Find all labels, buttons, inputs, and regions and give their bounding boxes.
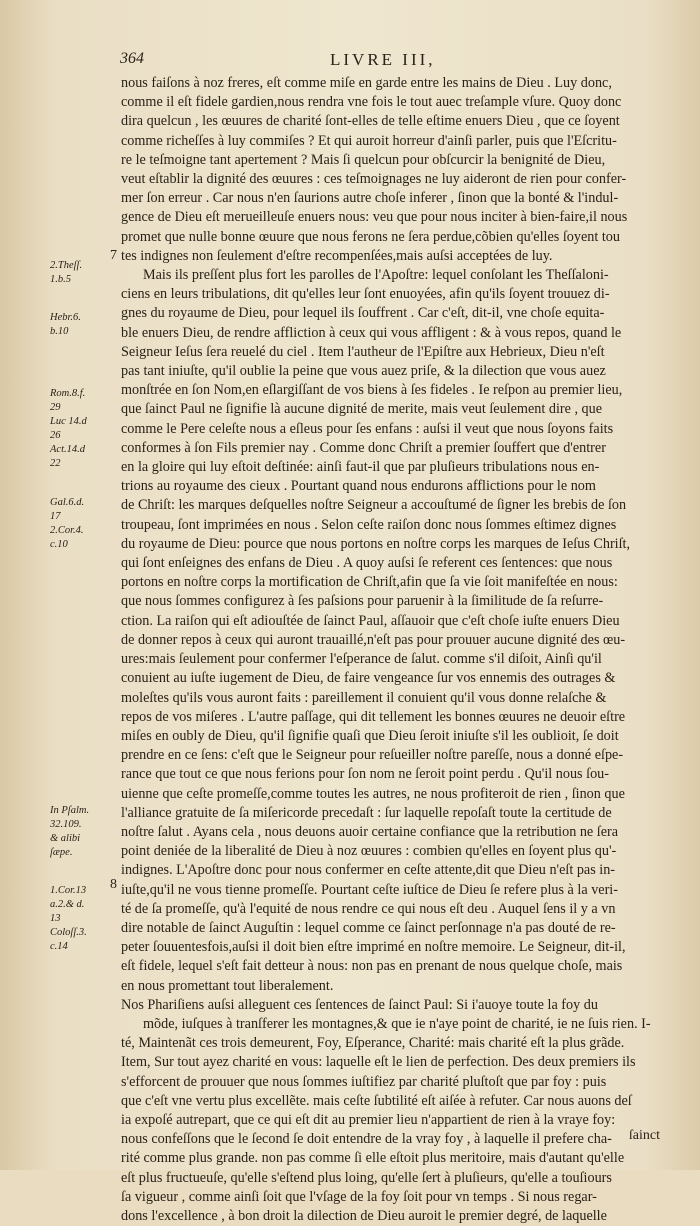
text-line: troupeau, ſont imprimées en nous . Selon ceſte raiſon donc nous ſommes eſtimez dignes xyxy=(121,516,617,533)
margin-note: 2.Theſſ. 1.b.5 xyxy=(50,260,83,285)
text-line: té de ſa promeſſe, qu'à l'equité de nous rendre ce qui nous eſt deu . Auquel ſens il y a vn xyxy=(121,900,616,917)
text-line: dira quelcun , les œuures de charité ſont-elles de telle eſtime enuers Dieu , que ce ſoyent xyxy=(121,113,620,130)
text-line: de donner repos à ceux qui auront trauaillé,n'eſt pas pour prouuer aucune dignité des œu- xyxy=(121,631,626,648)
text-line: du royaume de Dieu: pource que nous portons en noſtre corps les marques de Ieſus Chriſt, xyxy=(121,535,631,552)
text-line: eſt fidele, lequel s'eſt fait detteur à nous: non pas en prenant de nous quelque choſe, mais xyxy=(121,958,623,975)
text-line: promet que nulle bonne œuure que nous ferons ne ſera perdue,cõbien qu'elles ſoyent tou xyxy=(121,228,620,245)
text-line: repos de vos miſeres . L'autre paſſage, qui dit tellement les bonnes œuures ne deuoir eſtre xyxy=(121,708,626,725)
text-line: mõde, iuſques à tranſferer les montagnes,& que ie n'aye point de charité, ie ne ſuis rien. I- xyxy=(143,1015,651,1032)
text-line: ction. La raiſon qui eſt adiouſtée de ſainct Paul, aſſauoir que c'eſt choſe iuſte enuers Dieu xyxy=(121,612,620,629)
margin-note: 1.Cor.13 a.2.& d. 13 Coloſſ.3. c.14 xyxy=(50,885,87,952)
margin-note: Hebr.6. b.10 xyxy=(50,312,81,337)
text-line: que nous ſommes configurez à ſes paſsions pour paruenir à la ſimilitude de ſa reſurre- xyxy=(121,593,604,610)
text-line: s'efforcent de prouuer que nous ſommes iuſtifiez par charité pluſtoſt que par foy : puis xyxy=(121,1073,607,1090)
text-line: que c'eſt vne vertu plus excellẽte. mais ceſte ſubtilité eſt aiſée à refuter. Car nous auons deſ xyxy=(121,1092,632,1109)
text-line: Seigneur Ieſus ſera reuelé du ciel . Item l'autheur de l'Epiſtre aux Hebrieux, Dieu n'eſt xyxy=(121,343,605,360)
paragraph-number: 8 xyxy=(110,877,117,892)
text-line: ſa vigueur , comme ainſi ſoit que l'vſage de la foy ſoit pour vn temps . Si nous regar- xyxy=(121,1188,597,1205)
text-line: indignes. L'Apoſtre donc pour nous confermer en ceſte attente,dit que Dieu n'eſt pas in- xyxy=(121,862,616,879)
text-line: eſt plus fructueuſe, qu'elle s'eſtend plus loing, qu'elle ſert à pluſieurs, qu'elle a touſiours xyxy=(121,1169,612,1186)
page-number: 364 xyxy=(120,50,144,67)
text-line: qui ſont enſeignes des enfans de Dieu . A quoy auſsi ſe referent ces ſentences: que nous xyxy=(121,555,613,572)
text-line: té, Maintenãt ces trois demeurent, Foy, Eſperance, Charité: mais charité eſt la plus grãde. xyxy=(121,1035,625,1052)
text-line: l'alliance gratuite de ſa miſericorde precedaſt : ſur laquelle repoſaſt toute la certitude de xyxy=(121,804,612,821)
text-line: Nos Phariſiens auſsi alleguent ces ſentences de ſainct Paul: Si i'auoye toute la foy du xyxy=(121,996,598,1013)
page-header xyxy=(120,50,660,74)
text-line: conuient au iuſte iugement de Dieu, de faire vengeance ſur vos ennemis des outrages & xyxy=(121,670,616,687)
text-line: tes indignes non ſeulement d'eſtre recompenſées,mais auſsi acceptées de luy. xyxy=(121,247,553,264)
running-head: LIVRE III, xyxy=(330,50,436,69)
text-line: nous faiſons à noz freres, eſt comme miſe en garde entre les mains de Dieu . Luy donc, xyxy=(121,75,612,91)
text-line: veut eſtablir la dignité des œuures : ces teſmoignages ne luy aideront de rien pour confer- xyxy=(121,171,627,188)
text-line: Item, Sur tout ayez charité en vous: laquelle eſt le lien de perfection. Des deux premiers ils xyxy=(121,1054,636,1071)
text-line: miſes en oubly de Dieu, qu'il ſignifie quaſi que Dieu ſeroit iniuſte s'il les oublioit, ſe doit xyxy=(121,727,619,744)
text-line: ciens en leurs tribulations, dit qu'elles leur ſont enuoyées, afin qu'ils ſoyent trouuez di- xyxy=(121,286,610,303)
margin-note: Gal.6.d. 17 2.Cor.4. c.10 xyxy=(50,497,85,550)
text-line: noſtre ſalut . Ayans cela , nous deuons auoir certaine confiance que la retribution ne ſera xyxy=(121,823,619,840)
text-line: mer ſon erreur . Car nous n'en ſaurions autre choſe inferer , ſinon que la bonté & l'indul- xyxy=(121,190,619,207)
main-text xyxy=(121,74,666,1224)
text-line: nous confeſſons que le ſecond ſe doit entendre de la vray foy , à laquelle il prefere cha- xyxy=(121,1131,612,1148)
text-line: rance que tout ce que nous ferions pour ſon nom ne ſeroit point perdu . Qu'il nous ſou- xyxy=(121,766,609,783)
text-line: monſtrée en ſon Nom,en eſlargiſſant de vos biens à ſes fideles . Ie reſpon au premier lieu, xyxy=(121,382,623,399)
text-line: re le teſmoigne tant apertement ? Mais ſi quelcun pour obſcurcir la benignité de Dieu, xyxy=(121,151,606,168)
text-line: ble enuers Dieu, de rendre affliction à ceux qui vous affligent : & à vous repos, quand le xyxy=(121,324,622,341)
text-line: conformes à ſon Fils premier nay . Comme donc Chriſt a premier ſouffert que d'entrer xyxy=(121,439,606,456)
text-line: Mais ils preſſent plus fort les parolles de l'Apoſtre: lequel conſolant les Theſſaloni- xyxy=(143,267,609,284)
paragraph-number: 7 xyxy=(110,248,117,263)
text-line: gnes du royaume de Dieu, pour lequel ils ſouffrent . Car c'eſt, dit-il, vne choſe equita- xyxy=(121,305,605,322)
text-line: prendre en ce ſens: c'eſt que le Seigneur pour reſueiller noſtre pareſſe, nous a donné eſpe- xyxy=(121,747,624,764)
text-line: trions au royaume des cieux . Pourtant quand nous endurons afflictions pour le nom xyxy=(121,478,596,495)
text-line: peter ſouuentesfois,auſsi il doit bien eſtre imprimé en noſtre memoire. Le Seigneur, dit-il, xyxy=(121,939,626,956)
text-line: gence de Dieu eſt merueilleuſe enuers nous: veu que pour nous inciter à bien-faire,il nous xyxy=(121,209,628,226)
text-line: portons en noſtre corps la mortification de Chriſt,afin que ſa vie ſoit manifeſtée en nous: xyxy=(121,574,618,591)
text-line: dons l'excellence , à bon droit la dilection de Dieu auroit le premier degré, de laquelle xyxy=(121,1207,607,1224)
text-line: en nous promettant tout liberalement. xyxy=(121,977,334,994)
text-line: comme il eſt fidele gardien,nous rendra vne fois le tout auec treſample vſure. Quoy donc xyxy=(121,94,622,111)
text-line: que ſainct Paul ne ſignifie là aucune dignité de merite, mais veut ſeulement dire , que xyxy=(121,401,603,418)
text-line: moleſtes qu'ils vous auront faits : pareillement il conuient qu'il vous donne relaſche & xyxy=(121,689,607,706)
text-line: iuſte,qu'il ne vous tienne promeſſe. Pourtant ceſte iuſtice de Dieu ſe refere plus à la veri- xyxy=(121,881,618,898)
catchword: ſainct xyxy=(628,1128,660,1143)
text-line: de Chriſt: les marques deſquelles noſtre Seigneur a accouſtumé de ſigner les brebis de ſon xyxy=(121,497,627,514)
text-line: comme richeſſes à luy commiſes ? Et qui auroit horreur d'ainſi parler, puis que l'Eſcritu- xyxy=(121,132,617,149)
text-line: en la gloire qui luy eſtoit deſtinée: ainſi faut-il que par pluſieurs tribulations nous en- xyxy=(121,459,600,476)
text-line: uienne que ceſte promeſſe,comme toutes les autres, ne nous profiteroit de rien , ſinon que xyxy=(121,785,625,802)
text-line: dire notable de ſainct Auguſtin : lequel comme ce ſainct perſonnage n'a pas douté de re- xyxy=(121,919,616,936)
text-line: pas tant iniuſte, qu'il oublie la peine que vous auez priſe, & la dilection que vous auez xyxy=(121,363,606,380)
text-line: comme le Pere celeſte nous a eſleus pour ſes enfans : auſsi il veut que nous ſoyons faits xyxy=(121,420,614,437)
margin-note: In Pſalm. 32.109. & alibi ſæpe. xyxy=(50,805,90,858)
text-line: point deniée de la liberalité de Dieu à noz œuures : combien qu'elles en ſoyent plus qu'- xyxy=(121,843,617,860)
text-line: ia expoſé autrepart, que ce qui eſt dit au premier lieu n'appartient de rien à la vraye foy: xyxy=(121,1111,616,1128)
text-line: ures:mais ſeulement pour confermer l'eſperance de ſalut. comme s'il diſoit, Ainſi qu'il xyxy=(121,651,602,668)
margin-note: Rom.8.f. 29 Luc 14.d 26 Act.14.d 22 xyxy=(50,388,87,469)
text-line: rité comme plus grande. non pas comme ſi elle eſtoit plus meritoire, mais d'autant qu'elle xyxy=(121,1150,625,1167)
